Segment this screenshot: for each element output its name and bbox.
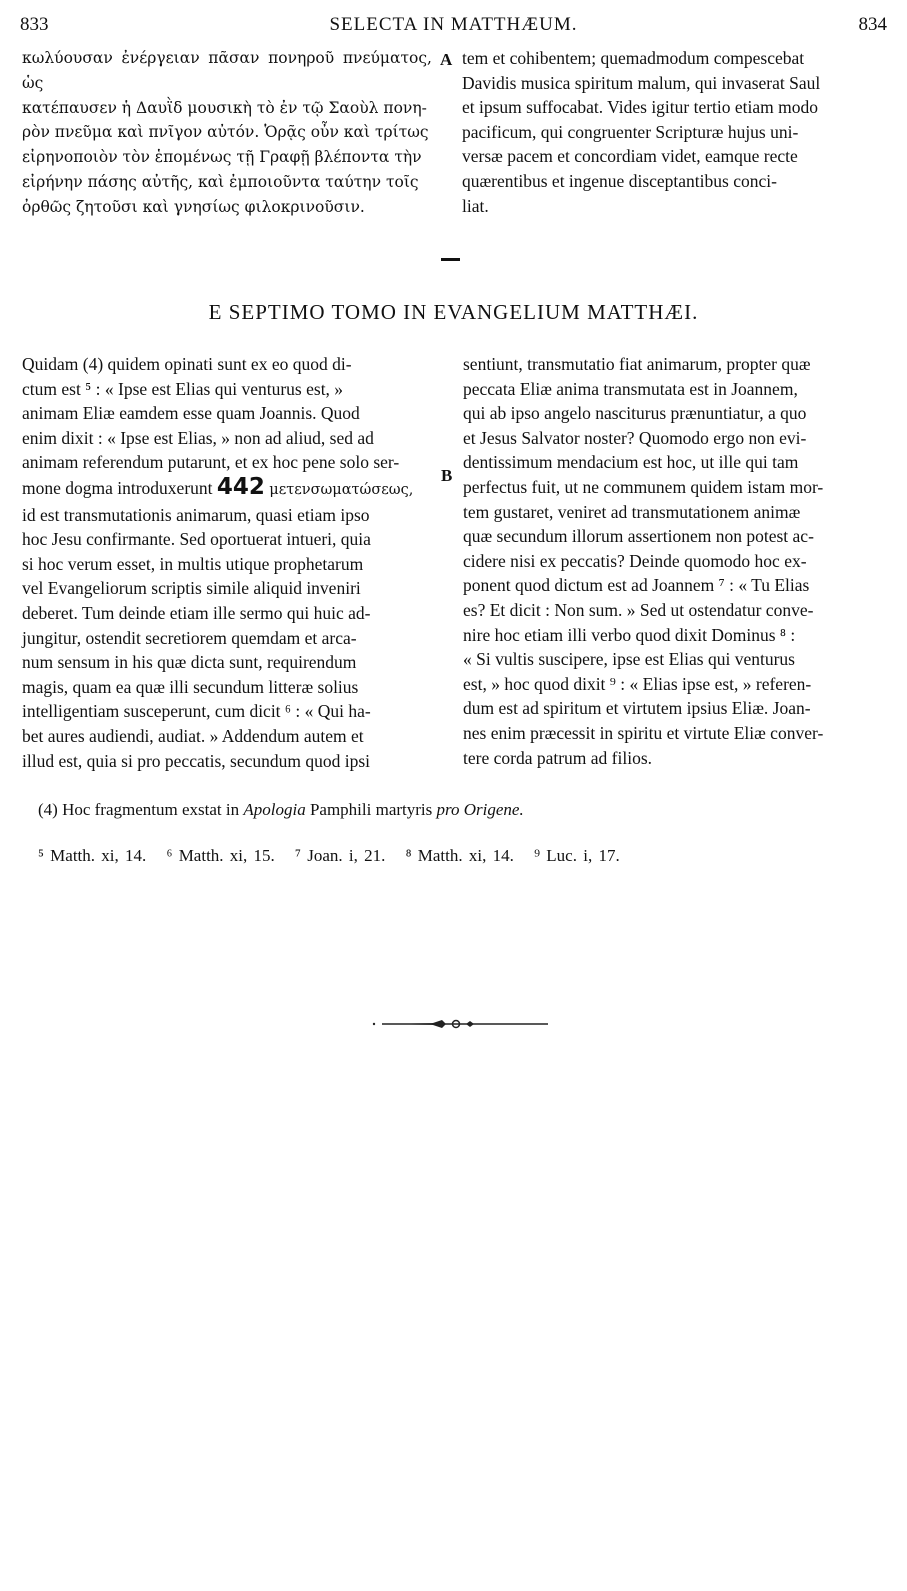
text-line: κωλύουσαν ἐνέργειαν πᾶσαν πονηροῦ πνεύματος, ὡς [22,49,432,92]
text-line: Quidam (4) quidem opinati sunt ex eo quod di- [22,354,352,374]
margin-marker-a: A [440,50,453,69]
text-line: perfectus fuit, ut ne communem quidem istam mor- [463,476,824,497]
text-line: dum est ad spiritum et virtutem ipsius Eliæ. Joan- [463,698,811,719]
section-title: E SEPTIMO TOMO IN EVANGELIUM MATTHÆI. [208,300,699,324]
text-line: et Jesus Salvator noster? Quomodo ergo non evi- [463,427,807,448]
text-line: ponent quod dictum est ad Joannem ⁷ : « Tu Elias [463,575,810,596]
text-line: quæ secundum illorum assertionem non potest ac- [463,526,814,547]
scripture-reference: ⁶ Matth. xi, 15. [166,846,275,865]
text-line: tem gustaret, veniret ad transmutationem animæ [463,501,801,522]
text-line: εἰρηνοποιὸν τὸν ἑπομένως τῇ Γραφῇ βλέποντα τὴν [22,148,422,167]
text-line: deberet. Tum deinde etiam ille sermo qui huic ad- [22,602,371,623]
text-line: id est transmutationis animarum, quasi etiam ipso [22,504,370,525]
text-line: liat. [462,195,489,216]
footnote-text: Hoc fragmentum exstat in [62,800,240,819]
text-line: nes enim præcessit in spiritu et virtute Eliæ conver- [463,722,824,743]
footnote-number: (4) [38,800,58,819]
text-line: vel Evangeliorum scriptis simile aliquid inveniri [22,578,361,599]
text-line: magis, quam ea quæ illi secundum litteræ solius [22,676,359,697]
left-body-column [22,352,438,773]
text-line-with-page-number [22,475,438,503]
scripture-references [38,846,888,866]
text-line: εἰρήνην πάσης αὐτῆς, καὶ ἐμποιοῦντα ταύτην τοῖς [22,172,419,191]
text-line: es? Et dicit : Non sum. » Sed ut ostendatur conve- [463,599,814,620]
separator-dash [441,258,460,261]
text-line: illud est, quia si pro peccatis, secundum quod ipsi [22,750,371,771]
text-line: tem et cohibentem; quemadmodum compescebat [462,48,805,68]
text-line: intelligentiam susceperunt, cum dicit ⁶ : « Qui ha- [22,701,371,722]
text-line: est, » hoc quod dixit ⁹ : « Elias ipse est, » referen- [463,673,812,694]
latin-text-column-top [462,46,886,218]
text-line: bet aures audiendi, audiat. » Addendum autem et [22,725,364,746]
text-line: qui ab ipso angelo nasciturus prænuntiatur, a quo [463,403,807,424]
scripture-reference: ⁸ Matth. xi, 14. [405,846,514,865]
scripture-reference: ⁵ Matth. xi, 14. [38,846,147,865]
text-line: animam referendum putarunt, et ex hoc pene solo ser- [22,452,400,473]
text-fragment: mone dogma introduxerunt [22,477,213,498]
text-line: ρὸν πνεῦμα καὶ πνῖγον αὐτόν. Ὁρᾷς οὖν καὶ τρίτως [22,123,429,142]
text-line: versæ pacem et concordiam videt, eamque recte [462,146,798,167]
running-title: SELECTA IN MATTHÆUM. [329,14,578,35]
text-line: κατέπαυσεν ἡ Δαυῒδ μουσικὴ τὸ ἐν τῷ Σαοὺλ πονη- [22,98,427,117]
text-line: Davidis musica spiritum malum, qui invaserat Saul [462,72,821,93]
end-ornament-icon [370,1014,550,1034]
right-body-column [463,352,887,770]
footnote-italic: pro Origene. [436,800,524,819]
text-line: et ipsum suffocabat. Vides igitur tertio etiam modo [462,97,819,118]
footnote-text: Pamphili martyris [309,800,433,819]
text-line: ctum est ⁵ : « Ipse est Elias qui venturus est, » [22,378,344,399]
footnote [38,800,888,820]
text-line: tere corda patrum ad filios. [463,747,653,768]
text-line: animam Eliæ eamdem esse quam Joannis. Quod [22,403,360,424]
scripture-reference: ⁹ Luc. i, 17. [534,846,620,865]
text-line: pacificum, qui congruenter Scripturæ hujus uni- [462,121,799,142]
text-line: « Si vultis suscipere, ipse est Elias qui venturus [463,649,795,670]
text-line: jungitur, ostendit secretiorem quemdam et arca- [22,627,357,648]
greek-text-column [22,46,432,220]
text-line: quærentibus et ingenue disceptantibus conci- [462,170,777,191]
edition-page-number: 442 [216,473,265,500]
text-line: dentissimum mendacium est hoc, ut ille qui tam [463,452,799,473]
text-line: sentiunt, transmutatio fiat animarum, propter quæ [463,354,811,374]
scripture-reference: ⁷ Joan. i, 21. [295,846,386,865]
margin-marker-b: B [441,466,453,485]
greek-word: μετενσωματώσεως, [269,481,414,498]
text-line: nire hoc etiam illi verbo quod dixit Dominus ⁸ : [463,624,796,645]
text-line: enim dixit : « Ipse est Elias, » non ad aliud, sed ad [22,427,374,448]
text-line: cidere nisi ex peccatis? Deinde quomodo hoc ex- [463,550,807,571]
page-number-right: 834 [858,14,887,35]
page-number-left: 833 [20,14,49,35]
text-line: si hoc verum esset, in multis utique prophetarum [22,553,364,574]
text-line: peccata Eliæ anima transmutata est in Joannem, [463,378,798,399]
text-line: ὀρθῶς ζητοῦσι καὶ γνησίως φιλοκρινοῦσιν. [22,197,365,216]
footnote-italic: Apologia [243,800,306,819]
text-line: hoc Jesu confirmante. Sed oportuerat intueri, quia [22,529,371,550]
running-header [0,14,907,44]
text-line: num sensum in his quæ dicta sunt, requirendum [22,652,357,673]
